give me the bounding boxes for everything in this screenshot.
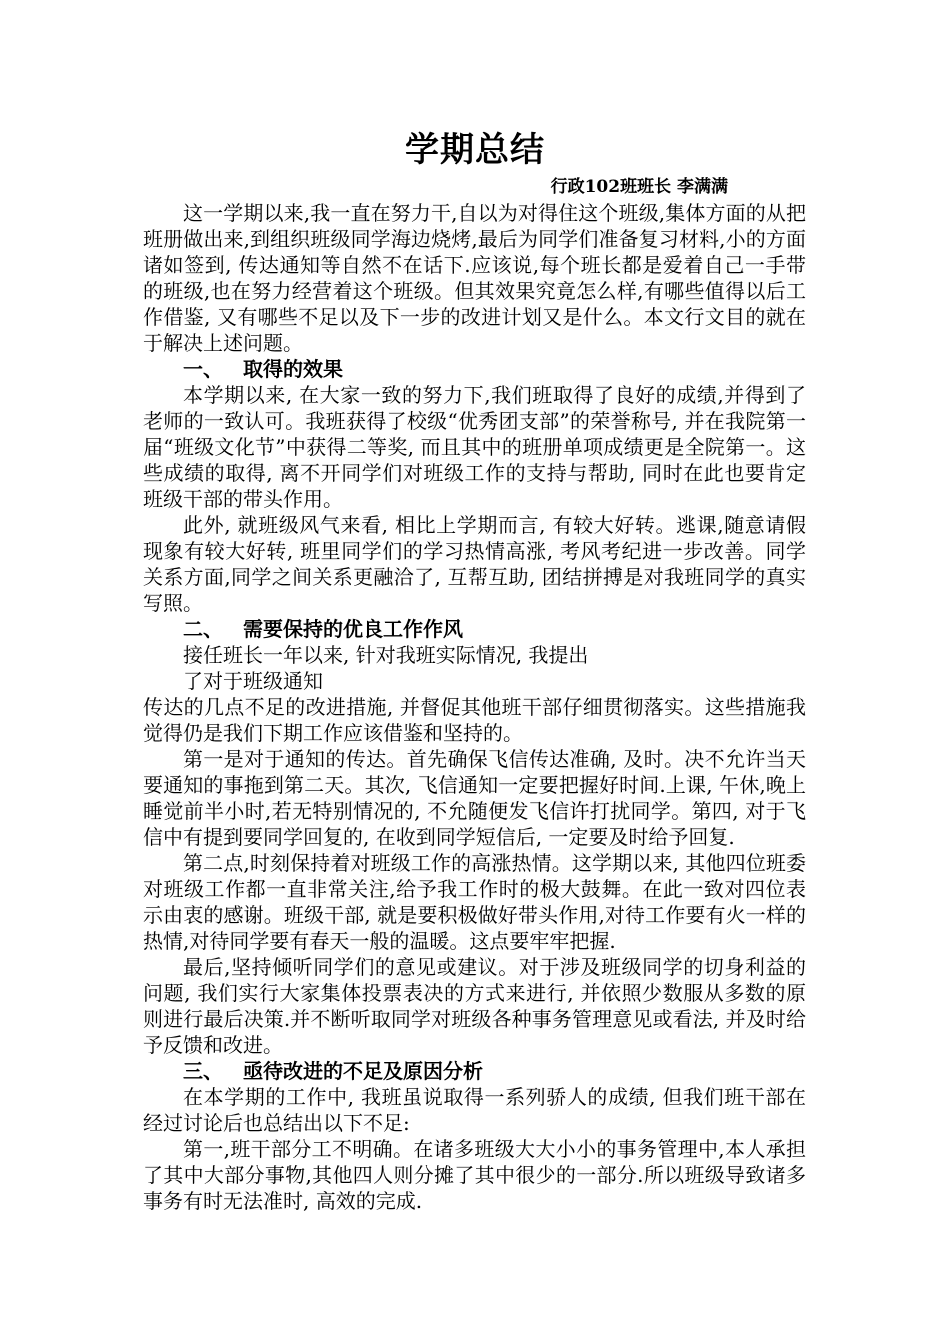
body-paragraph: 接任班长一年以来, 针对我班实际情况, 我提出了对于班级通知 [183, 643, 589, 693]
intro-paragraph: 这一学期以来,我一直在努力干,自以为对得住这个班级,集体方面的从把班册做出来,到组织班级同学海边烧烤,最后为同学们准备复习材料,小的方面诸如签到, 传达通知等自然不在话下.应该说,每个班长都是爱着自己一手带的班级,也在努力经营着这个班级。但其效果究竟怎么样,有哪些值得以后工作借鉴, 又有哪些不足以及下一步的改进计划又是什么。本文行文目的就在于解决上述问题。 [143, 201, 806, 355]
section-2 [143, 616, 806, 1058]
document-body [143, 200, 806, 1214]
section-number: 一、 [183, 357, 223, 381]
body-paragraph: 第一是对于通知的传达。首先确保飞信传达准确, 及时。决不允许当天要通知的事拖到第二天。其次, 飞信通知一定要把握好时间.上课, 午休,晚上睡觉前半小时,若无特别情况的, 不允随便发飞信许打扰同学。第四, 对于飞信中有提到要同学回复的, 在收到同学短信后, 一定要及时给予回复. [143, 747, 806, 849]
section-heading-text: 亟待改进的不足及原因分析 [243, 1059, 483, 1083]
section-heading [143, 1058, 806, 1084]
section-number: 三、 [183, 1059, 223, 1083]
section-heading [143, 356, 806, 382]
section-heading-text: 需要保持的优良工作作风 [243, 617, 463, 641]
body-paragraph: 最后,坚持倾听同学们的意见或建议。对于涉及班级同学的切身利益的问题, 我们实行大家集体投票表决的方式来进行, 并依照少数服从多数的原则进行最后决策.并不断听取同学对班级各种事务管理意见或看法, 并及时给予反馈和改进。 [143, 955, 806, 1057]
body-paragraph: 第一,班干部分工不明确。在诸多班级大大小小的事务管理中,本人承担了其中大部分事物,其他四人则分摊了其中很少的一部分.所以班级导致诸多事务有时无法准时, 高效的完成. [143, 1137, 806, 1213]
section-3 [143, 1058, 806, 1214]
author-line: 行政102班班长 李满满 [550, 177, 728, 197]
section-heading [143, 616, 806, 642]
section-heading-text: 取得的效果 [243, 357, 343, 381]
body-paragraph: 此外, 就班级风气来看, 相比上学期而言, 有较大好转。逃课,随意请假现象有较大好转, 班里同学们的学习热情高涨, 考风考纪进一步改善。同学关系方面,同学之间关系更融洽了, 互帮互助, 团结拼搏是对我班同学的真实写照。 [143, 513, 806, 615]
body-paragraph: 传达的几点不足的改进措施, 并督促其他班干部仔细贯彻落实。这些措施我觉得仍是我们下期工作应该借鉴和坚持的。 [143, 695, 806, 745]
section-1 [143, 356, 806, 616]
body-paragraph: 本学期以来, 在大家一致的努力下,我们班取得了良好的成绩,并得到了老师的一致认可。我班获得了校级“优秀团支部”的荣誉称号, 并在我院第一届“班级文化节”中获得二等奖, 而且其中的班册单项成绩更是全院第一。这些成绩的取得, 离不开同学们对班级工作的支持与帮助, 同时在此也要肯定班级干部的带头作用。 [143, 383, 806, 511]
body-paragraph: 第二点,时刻保持着对班级工作的高涨热情。这学期以来, 其他四位班委对班级工作都一直非常关注,给予我工作时的极大鼓舞。在此一致对四位表示由衷的感谢。班级干部, 就是要积极做好带头作用,对待工作要有火一样的热情,对待同学要有春天一般的温暖。这点要牢牢把握. [143, 851, 806, 953]
body-paragraph: 在本学期的工作中, 我班虽说取得一系列骄人的成绩, 但我们班干部在经过讨论后也总结出以下不足: [143, 1085, 806, 1135]
section-number: 二、 [183, 617, 223, 641]
document-title: 学期总结 [405, 130, 545, 170]
